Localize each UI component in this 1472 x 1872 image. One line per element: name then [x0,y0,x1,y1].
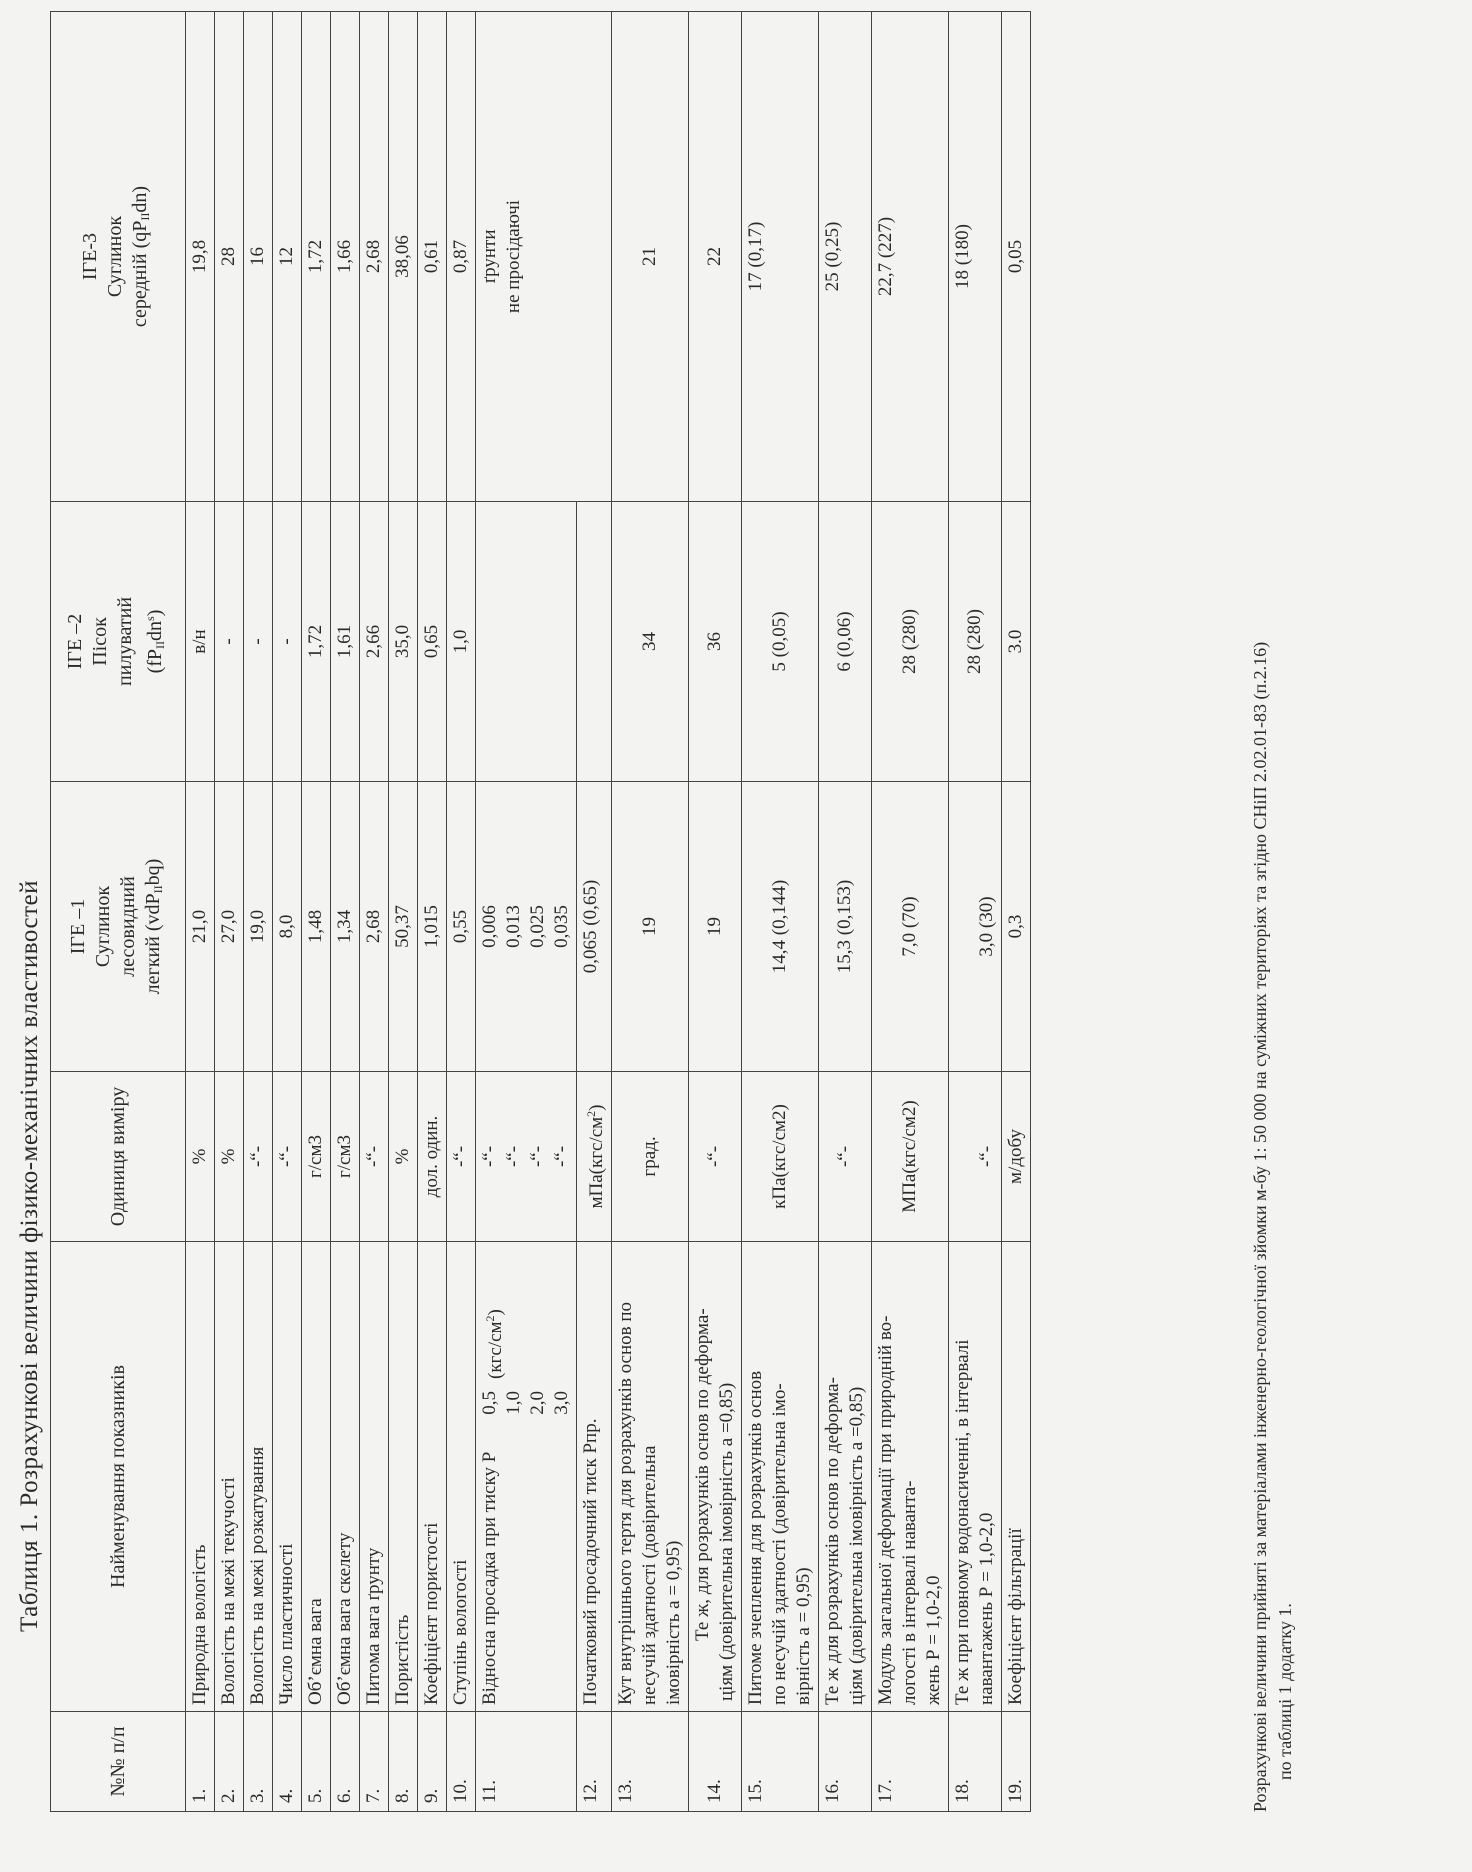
table-row: 8. Пористість % 50,37 35,0 38,06 [389,12,418,1812]
table-row: 13. Кут внутрішнього тертя для розрахунків основ по несучій здатності (довірительна імовірність а = 0,95) град. 19 34 21 [612,12,689,1812]
header-name: Найменування показників [51,1242,186,1712]
properties-table [50,11,1031,1812]
table-row: 7. Питома вага ґрунту -“- 2,68 2,66 2,68 [360,12,389,1812]
table-row: 3. Вологість на межі розкатування -“- 19,0 - 16 [244,12,273,1812]
header-ige1: ІГЕ –1 Суглинок лесовидний легкий (vdP$_{ІІ}$bq) [51,782,186,1072]
table-row: 16. Те ж для розрахунків основ по деформа- ціям (довірительна імовірність а =0,85) -“- 15,3 (0,153) 6 (0,06) 25 (0,25) [819,12,872,1812]
table-row: 15. Питоме зчеплення для розрахунків основ по несучій здатності (довірительна імо- вірність а = 0,95) кПа(кгс/см2) 14,4 (0,144) 5 (0,05) 17 (0,17) [742,12,819,1812]
footnote: Розрахункові величини прийняті за матеріалами інженерно-геологічної зйомки м-бу 1: 50 000 на суміжних територіях та згідно СНіП 2.02.01-83 (п.2.16) по таблиці 1 додатку 1. [1250,641,1295,1812]
table-row: 9. Коефіцієнт пористості дол. один. 1,015 0,65 0,61 [418,12,447,1812]
header-row [51,12,186,1812]
table-row: 6. Об’ємна вага скелету г/см3 1,34 1,61 1,66 [331,12,360,1812]
table-row: 14. Те ж, для розрахунків основ по деформа- ціям (довірительна імовірність а =0,85) -“- 19 36 22 [689,12,742,1812]
table-row: 10. Ступінь вологості -“- 0,55 1,0 0,87 [447,12,476,1812]
table-row: 5. Об’ємна вага г/см3 1,48 1,72 1,72 [302,12,331,1812]
table-row: 4. Число пластичності -“- 8,0 - 12 [273,12,302,1812]
table-row: 2. Вологість на межі текучості % 27,0 - 28 [215,12,244,1812]
table-row-settlement: 11. Відносна просадка при тиску Р 0,5 1,0 2,0 3,0 $(кгс/см^2)$ -“- -“- -“- -“- 0,006 0,013 0,025 0,035 ґрунти не просідаючі [476,12,577,1812]
simple-rows [186,12,1031,1812]
table-title: Таблиця 1. Розрахункові величини фізико-механічних властивостей [16,879,43,1632]
header-unit: Одиниця виміру [51,1072,186,1242]
table-row: 17. Модуль загальної деформації при природній во- логості в інтервалі наванта- жень Р = 1,0-2,0 МПа(кгс/см2) 7,0 (70) 28 (280) 22,7 (227) [872,12,949,1812]
header-ige3: ІГЕ-3 Суглинок середній $(qP_{ІІ}dn)$ [51,12,186,502]
table-row: 18. Те ж при повному водонасиченні, в інтервалі навантажень Р = 1,0-2,0 -“- 3,0 (30) 28 (280) 18 (180) [949,12,1002,1812]
table-row: 1. Природна вологість % 21,0 в/н 19,8 [186,12,215,1812]
table-row: 19. Коефіцієнт фільтрації м/добу 0,3 3.0 0,05 [1002,12,1031,1812]
table-row: 12. Початковий просадочний тиск Рпр. $мПа(кгс/см^2)$ 0,065 (0,65) [577,12,612,1812]
header-num: №№ п/п [51,1712,186,1812]
header-ige2: ІГЕ –2 Пісок пилуватий $(fP_{ІІ}dn^s)$ [51,502,186,782]
